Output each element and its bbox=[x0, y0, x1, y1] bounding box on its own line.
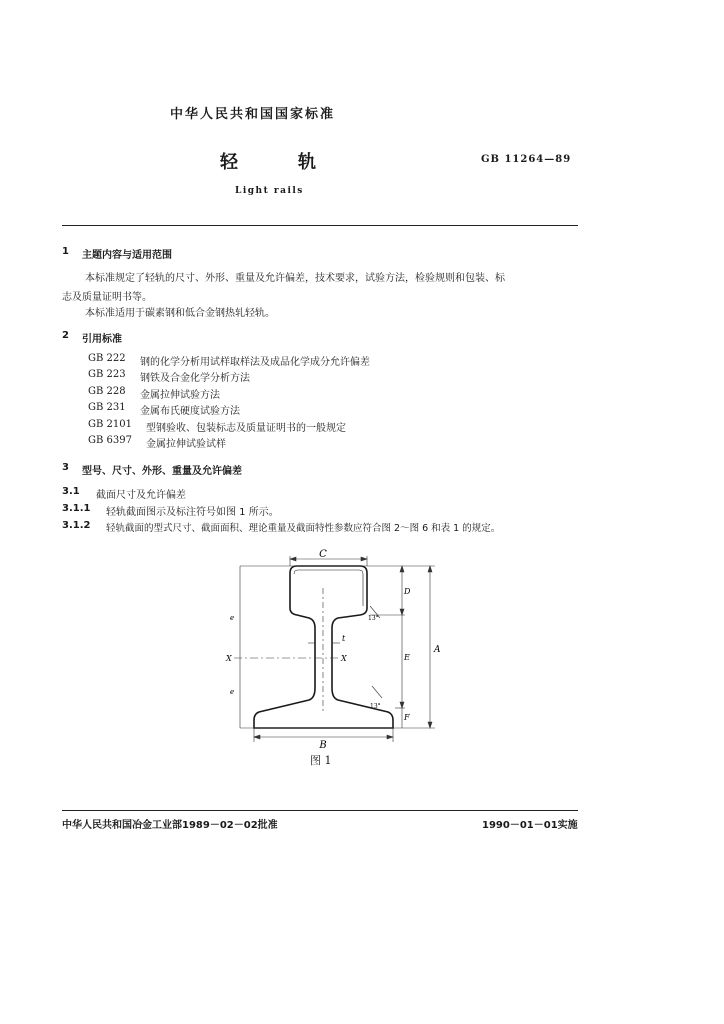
dim-label-f: F bbox=[404, 713, 410, 722]
header-divider bbox=[62, 225, 578, 226]
axis-label-x-left: X bbox=[226, 654, 232, 663]
ref-code: GB 228 bbox=[88, 386, 126, 397]
figure-caption: 图 1 bbox=[310, 754, 332, 767]
section-2-number: 2 bbox=[62, 330, 69, 341]
ref-title: 钢铁及合金化学分析方法 bbox=[140, 373, 250, 384]
ref-title: 钢的化学分析用试样取样法及成品化学成分允许偏差 bbox=[140, 357, 370, 368]
org-title: 中华人民共和国国家标准 bbox=[170, 107, 336, 122]
section-1-para1-line1: 本标准规定了轻轨的尺寸、外形、重量及允许偏差，技术要求，试验方法，检验规则和包装、标 bbox=[85, 273, 505, 284]
ref-code: GB 2101 bbox=[88, 419, 132, 430]
neutral-axis bbox=[234, 588, 340, 713]
angle-label-top: 13° bbox=[368, 615, 379, 622]
dim-label-b: B bbox=[319, 740, 327, 748]
section-1-para2: 本标准适用于碳素钢和低合金钢热轧轻轨。 bbox=[85, 308, 275, 319]
axis-label-x-right: X bbox=[341, 654, 347, 663]
section-3-number: 3 bbox=[62, 462, 69, 473]
ref-code: GB 223 bbox=[88, 369, 126, 380]
section-3-1-1-text: 轻轨截面图示及标注符号如图 1 所示。 bbox=[106, 507, 279, 518]
ref-title: 金属布氏硬度试验方法 bbox=[140, 406, 240, 417]
english-title: Light rails bbox=[235, 186, 304, 196]
implementation-date: 1990－01－01实施 bbox=[482, 820, 578, 831]
section-3-1-text: 截面尺寸及允许偏差 bbox=[96, 490, 186, 501]
ref-code: GB 6397 bbox=[88, 435, 132, 446]
section-3-1-number: 3.1 bbox=[62, 486, 80, 497]
approval-note: 中华人民共和国冶金工业部1989－02－02批准 bbox=[62, 820, 278, 831]
dim-label-a: A bbox=[434, 645, 441, 655]
dim-label-e-lower: e bbox=[230, 688, 235, 696]
section-1-heading: 主题内容与适用范围 bbox=[82, 250, 172, 261]
section-1-para1-line2: 志及质量证明书等。 bbox=[62, 292, 152, 303]
standard-code: GB 11264—89 bbox=[481, 154, 572, 165]
section-3-1-2-text: 轻轨截面的型式尺寸、截面面积、理论重量及截面特性参数应符合图 2～图 6 和表 1 的规定。 bbox=[106, 523, 501, 534]
angle-label-bottom: 13° bbox=[370, 703, 381, 710]
ref-title: 型钢验收、包装标志及质量证明书的一般规定 bbox=[146, 423, 346, 434]
rail-cross-section-figure bbox=[220, 548, 450, 748]
ref-title: 金属拉伸试验试样 bbox=[146, 439, 226, 450]
dimension-lines bbox=[254, 557, 432, 739]
ref-title: 金属拉伸试验方法 bbox=[140, 390, 220, 401]
section-3-1-2-number: 3.1.2 bbox=[62, 520, 91, 531]
dim-label-e-upper: e bbox=[230, 614, 235, 622]
section-2-heading: 引用标准 bbox=[82, 334, 122, 345]
ref-code: GB 222 bbox=[88, 353, 126, 364]
dim-label-e: E bbox=[404, 653, 410, 662]
dim-label-c: C bbox=[319, 549, 327, 560]
document-title: 轻轨 bbox=[220, 152, 376, 173]
section-1-number: 1 bbox=[62, 246, 69, 257]
dim-label-d: D bbox=[404, 587, 411, 596]
ref-code: GB 231 bbox=[88, 402, 126, 413]
section-3-heading: 型号、尺寸、外形、重量及允许偏差 bbox=[82, 466, 242, 477]
section-3-1-1-number: 3.1.1 bbox=[62, 503, 91, 514]
footer-divider bbox=[62, 810, 578, 811]
dim-label-t: t bbox=[342, 634, 346, 643]
